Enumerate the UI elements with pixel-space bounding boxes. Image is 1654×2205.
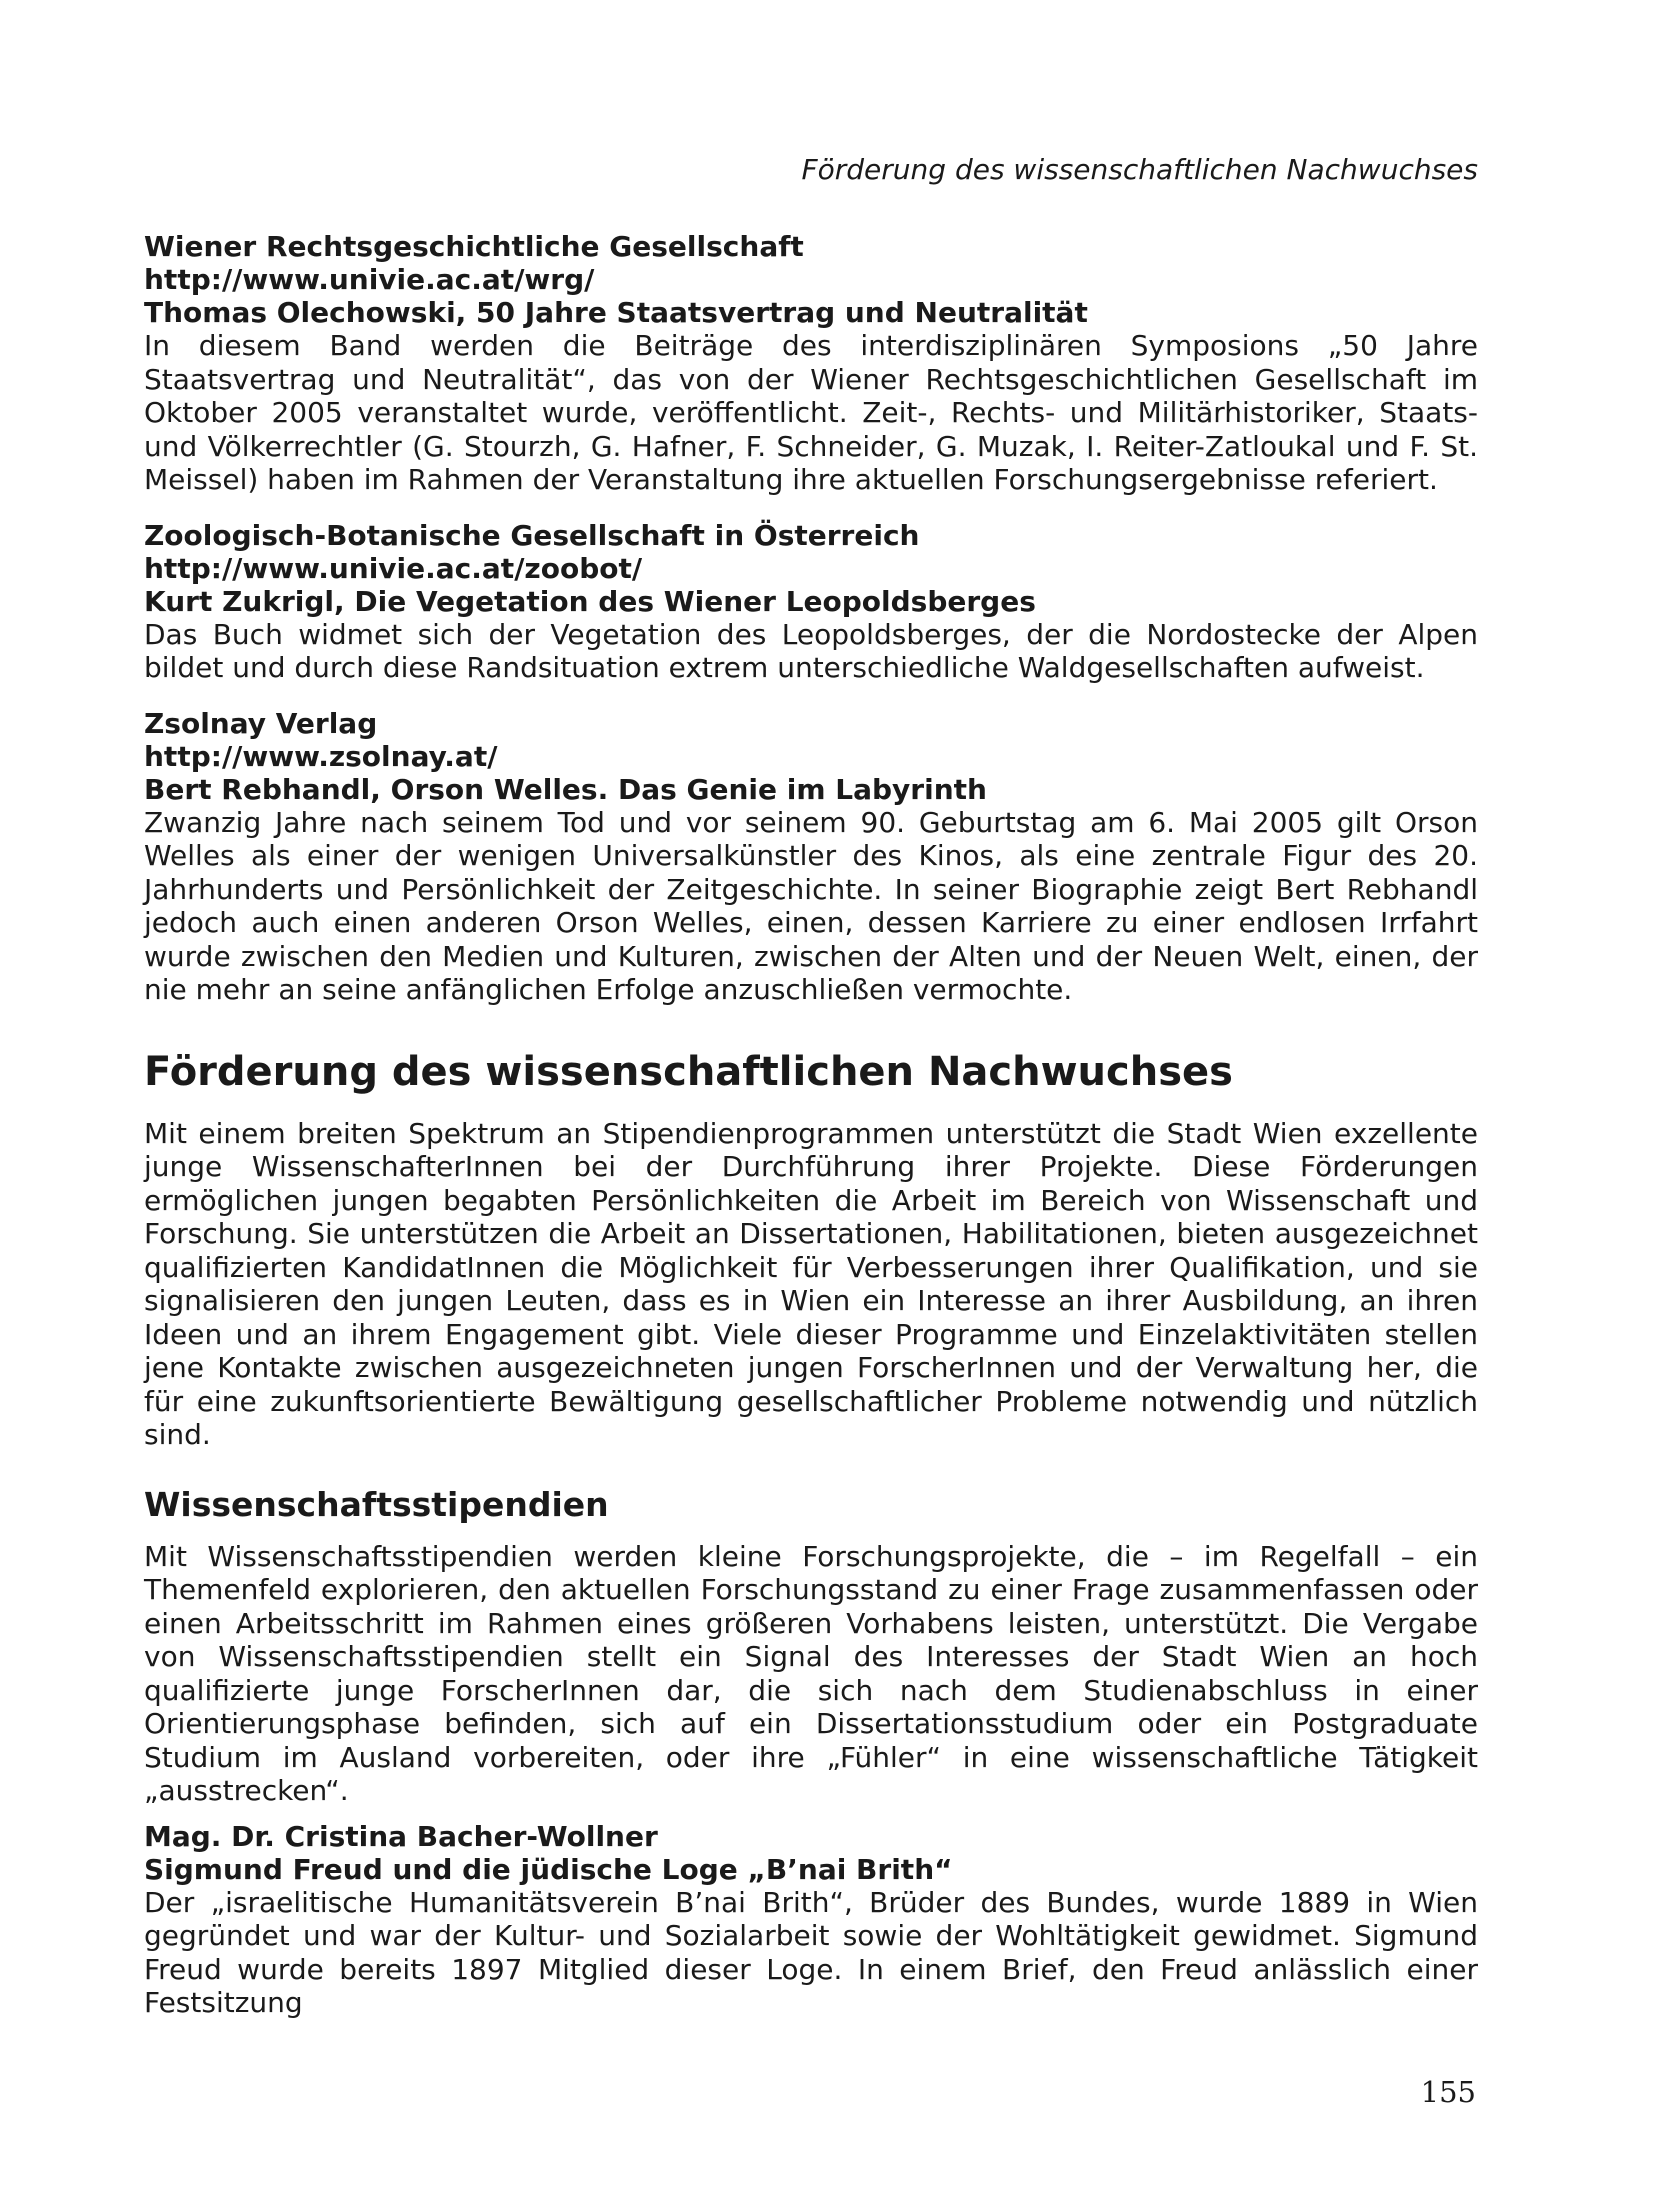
entry-book-title: Bert Rebhandl, Orson Welles. Das Genie im Labyrinth [144, 772, 987, 806]
entry-url: http://www.univie.ac.at/wrg/ [144, 263, 595, 296]
entry-organization: Zsolnay Verlag [144, 706, 378, 740]
publication-entry [144, 519, 1478, 685]
publication-entry [144, 707, 1478, 1007]
section-heading: Förderung des wissenschaftlichen Nachwuchses [144, 1048, 1233, 1095]
entry-description: Das Buch widmet sich der Vegetation des Leopoldsberges, der die Nordostecke der Alpen bildet und durch diese Randsituation extrem unterschiedliche Waldgesellschaften aufweist. [144, 617, 1478, 684]
publication-entry [144, 230, 1478, 497]
running-header: Förderung des wissenschaftlichen Nachwuchses [801, 153, 1478, 186]
grant-entry [144, 1820, 1478, 2020]
grant-topic: Sigmund Freud und die jüdische Loge „B’nai Brith“ [144, 1852, 953, 1886]
subsection-paragraph: Mit Wissenschaftsstipendien werden kleine Forschungsprojekte, die – im Regelfall – ein Themenfeld explorieren, den aktuellen Forschungsstand zu einer Frage zusammenfassen oder einen Arbeitsschritt im Rahmen eines größeren Vorhabens leisten, unterstützt. Die Vergabe von Wissenschaftsstipendien stellt ein Signal des Interesses der Stadt Wien an hoch qualifizierte junge ForscherInnen dar, die sich nach dem Studienabschluss in einer Orientierungsphase befinden, sich auf ein Dissertationsstudium oder ein Postgraduate Studium im Ausland vorbereiten, oder ihre „Fühler“ in eine wissenschaftliche Tätigkeit „ausstrecken“. [144, 1539, 1478, 1807]
entry-description: Zwanzig Jahre nach seinem Tod und vor seinem 90. Geburtstag am 6. Mai 2005 gilt Orson Welles als einer der wenigen Universalkünstler des Kinos, als eine zentrale Figur des 20. Jahrhunderts und Persönlichkeit der Zeitgeschichte. In seiner Biographie zeigt Bert Rebhandl jedoch auch einen anderen Orson Welles, einen, dessen Karriere zu einer endlosen Irrfahrt wurde zwischen den Medien und Kulturen, zwischen der Alten und der Neuen Welt, einen, der nie mehr an seine anfänglichen Erfolge anzuschließen vermochte. [144, 805, 1478, 1006]
entry-organization: Zoologisch-Botanische Gesellschaft in Österreich [144, 518, 920, 552]
entry-book-title: Kurt Zukrigl, Die Vegetation des Wiener Leopoldsberges [144, 584, 1036, 618]
entry-book-title: Thomas Olechowski, 50 Jahre Staatsvertrag und Neutralität [144, 296, 1088, 329]
subsection-heading: Wissenschaftsstipendien [144, 1484, 609, 1524]
page-number: 155 [1420, 2075, 1476, 2109]
page-content [144, 230, 1478, 2020]
entry-url: http://www.univie.ac.at/zoobot/ [144, 551, 643, 585]
entry-organization: Wiener Rechtsgeschichtliche Gesellschaft [144, 230, 804, 263]
section-paragraph: Mit einem breiten Spektrum an Stipendienprogrammen unterstützt die Stadt Wien exzellente junge WissenschafterInnen bei der Durchführung ihrer Projekte. Diese Förderungen ermöglichen jungen begabten Persönlichkeiten die Arbeit im Bereich von Wissenschaft und Forschung. Sie unterstützen die Arbeit an Dissertationen, Habilitationen, bieten ausgezeichnet qualifizierten KandidatInnen die Möglichkeit für Verbesserungen ihrer Qualifikation, und sie signalisieren den jungen Leuten, dass es in Wien ein Interesse an ihrer Ausbildung, an ihren Ideen und an ihrem Engagement gibt. Viele dieser Programme und Einzelaktivitäten stellen jene Kontakte zwischen ausgezeichneten jungen ForscherInnen und der Verwaltung her, die für eine zukunftsorientierte Bewältigung gesellschaftlicher Probleme notwendig und nützlich sind. [144, 1116, 1478, 1451]
grant-description: Der „israelitische Humanitätsverein B’nai Brith“, Brüder des Bundes, wurde 1889 in Wien gegründet und war der Kultur- und Sozialarbeit sowie der Wohltätigkeit gewidmet. Sigmund Freud wurde bereits 1897 Mitglied dieser Loge. In einem Brief, den Freud anlässlich einer Festsitzung [144, 1885, 1478, 2019]
entry-description: In diesem Band werden die Beiträge des interdisziplinären Symposions „50 Jahre Staatsvertrag und Neutralität“, das von der Wiener Rechtsgeschichtlichen Gesellschaft im Oktober 2005 veranstaltet wurde, veröffentlicht. Zeit-, Rechts- und Militärhistoriker, Staats- und Völkerrechtler (G. Stourzh, G. Hafner, F. Schneider, G. Muzak, I. Reiter-Zatloukal und F. St. Meissel) haben im Rahmen der Veranstaltung ihre aktuellen Forschungsergebnisse referiert. [144, 329, 1478, 496]
entry-url: http://www.zsolnay.at/ [144, 739, 498, 773]
grant-recipient: Mag. Dr. Cristina Bacher-Wollner [144, 1819, 658, 1853]
